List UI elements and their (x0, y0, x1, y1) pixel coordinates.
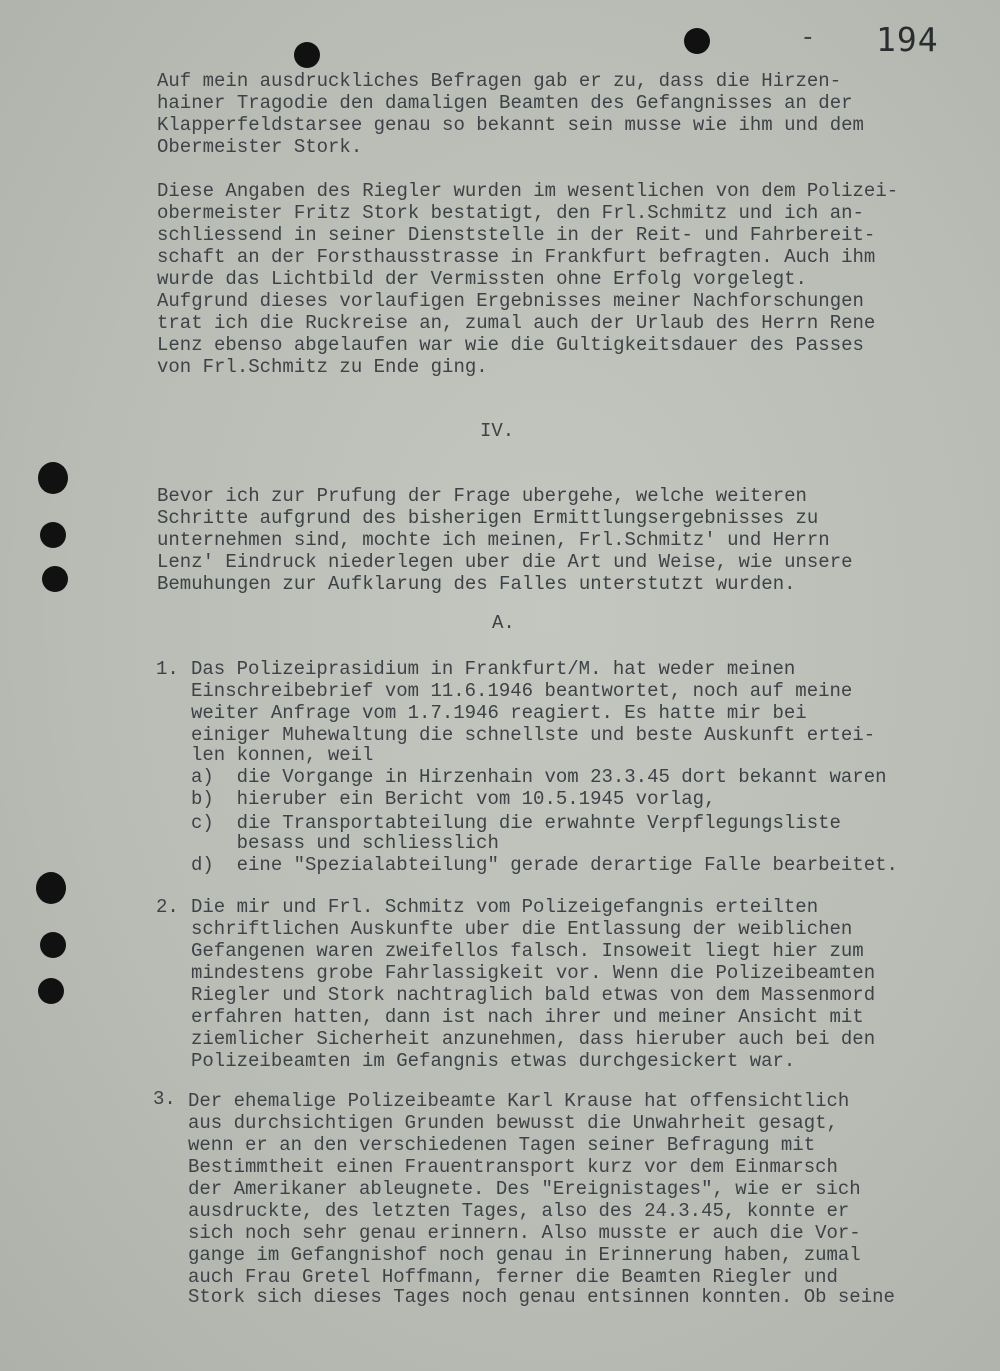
list-item-number: 3. (153, 1088, 176, 1110)
text-line: weiter Anfrage vom 1.7.1946 reagiert. Es hatte mir bei (191, 702, 807, 724)
text-line: erfahren hatten, dann ist nach ihrer und meiner Ansicht mit (191, 1006, 864, 1028)
text-line: ziemlicher Sicherheit anzunehmen, dass hieruber auch bei den (191, 1028, 876, 1050)
text-line: b) hieruber ein Bericht vom 10.5.1945 vorlag, (191, 788, 716, 810)
text-line: Auf mein ausdruckliches Befragen gab er zu, dass die Hirzen- (157, 70, 842, 92)
text-line: schaft an der Forsthausstrasse in Frankfurt befragten. Auch ihm (157, 246, 876, 268)
text-line: unternehmen sind, mochte ich meinen, Frl.Schmitz' und Herrn (157, 529, 830, 551)
punch-hole-top-right (684, 28, 710, 54)
text-line: wenn er an den verschiedenen Tagen seiner Befragung mit (188, 1134, 816, 1156)
text-line: Klapperfeldstarsee genau so bekannt sein musse wie ihm und dem (157, 114, 864, 136)
text-line: der Amerikaner ableugnete. Des "Ereignistages", wie er sich (188, 1178, 861, 1200)
header-dash: - (800, 22, 816, 52)
text-line: ausdruckte, des letzten Tages, also des 24.3.45, konnte er (188, 1200, 850, 1222)
punch-hole-left-2 (40, 522, 66, 548)
text-line: Bemuhungen zur Aufklarung des Falles unterstutzt wurden. (157, 573, 796, 595)
list-item-number: 2. (156, 896, 179, 918)
text-line: a) die Vorgange in Hirzenhain vom 23.3.45 dort bekannt waren (191, 766, 887, 788)
list-item-number: 1. (156, 658, 179, 680)
text-line: obermeister Fritz Stork bestatigt, den Frl.Schmitz und ich an- (157, 202, 864, 224)
text-line: Einschreibebrief vom 11.6.1946 beantwortet, noch auf meine (191, 680, 853, 702)
text-line: Bestimmtheit einen Frauentransport kurz vor dem Einmarsch (188, 1156, 838, 1178)
text-line: gange im Gefangnishof noch genau in Erinnerung haben, zumal (188, 1244, 861, 1266)
subsection-heading: A. (492, 612, 515, 634)
text-line: Bevor ich zur Prufung der Frage ubergehe, welche weiteren (157, 485, 807, 507)
text-line: von Frl.Schmitz zu Ende ging. (157, 356, 488, 378)
punch-hole-left-6 (38, 978, 64, 1004)
punch-hole-left-1 (38, 462, 68, 494)
text-line: schriftlichen Auskunfte uber die Entlassung der weiblichen (191, 918, 853, 940)
punch-hole-left-5 (40, 932, 66, 958)
text-line: Polizeibeamten im Gefangnis etwas durchgesickert war. (191, 1050, 796, 1072)
punch-hole-top-left (294, 42, 320, 68)
text-line: einiger Muhewaltung die schnellste und beste Auskunft ertei- (191, 724, 876, 746)
section-heading: IV. (480, 420, 515, 442)
text-line: Lenz' Eindruck niederlegen uber die Art und Weise, wie unsere (157, 551, 853, 573)
text-line: hainer Tragodie den damaligen Beamten des Gefangnisses an der (157, 92, 853, 114)
text-line: Stork sich dieses Tages noch genau entsinnen konnten. Ob seine (188, 1286, 895, 1308)
text-line: mindestens grobe Fahrlassigkeit vor. Wenn die Polizeibeamten (191, 962, 876, 984)
text-line: Das Polizeiprasidium in Frankfurt/M. hat weder meinen (191, 658, 796, 680)
text-line: c) die Transportabteilung die erwahnte Verpflegungsliste (191, 812, 841, 834)
text-line: trat ich die Ruckreise an, zumal auch der Urlaub des Herrn Rene (157, 312, 876, 334)
text-line: Diese Angaben des Riegler wurden im wesentlichen von dem Polizei- (157, 180, 899, 202)
text-line: wurde das Lichtbild der Vermissten ohne Erfolg vorgelegt. (157, 268, 807, 290)
text-line: aus durchsichtigen Grunden bewusst die Unwahrheit gesagt, (188, 1112, 838, 1134)
text-line: Gefangenen waren zweifellos falsch. Insoweit liegt hier zum (191, 940, 864, 962)
text-line: Riegler und Stork nachtraglich bald etwas von dem Massenmord (191, 984, 876, 1006)
text-line: schliessend in seiner Dienststelle in der Reit- und Fahrbereit- (157, 224, 876, 246)
text-line: auch Frau Gretel Hoffmann, ferner die Beamten Riegler und (188, 1266, 838, 1288)
text-line: Die mir und Frl. Schmitz vom Polizeigefangnis erteilten (191, 896, 819, 918)
page-number: 194 (876, 20, 939, 59)
text-line: d) eine "Spezialabteilung" gerade derartige Falle bearbeitet. (191, 854, 898, 876)
text-line: Der ehemalige Polizeibeamte Karl Krause hat offensichtlich (188, 1090, 850, 1112)
text-line: Schritte aufgrund des bisherigen Ermittlungsergebnisses zu (157, 507, 819, 529)
punch-hole-left-4 (36, 872, 66, 904)
text-line: sich noch sehr genau erinnern. Also musste er auch die Vor- (188, 1222, 861, 1244)
text-line: len konnen, weil (191, 744, 374, 766)
text-line: besass und schliesslich (191, 832, 499, 854)
text-line: Obermeister Stork. (157, 136, 363, 158)
punch-hole-left-3 (42, 566, 68, 592)
text-line: Lenz ebenso abgelaufen war wie die Gultigkeitsdauer des Passes (157, 334, 864, 356)
text-line: Aufgrund dieses vorlaufigen Ergebnisses meiner Nachforschungen (157, 290, 864, 312)
